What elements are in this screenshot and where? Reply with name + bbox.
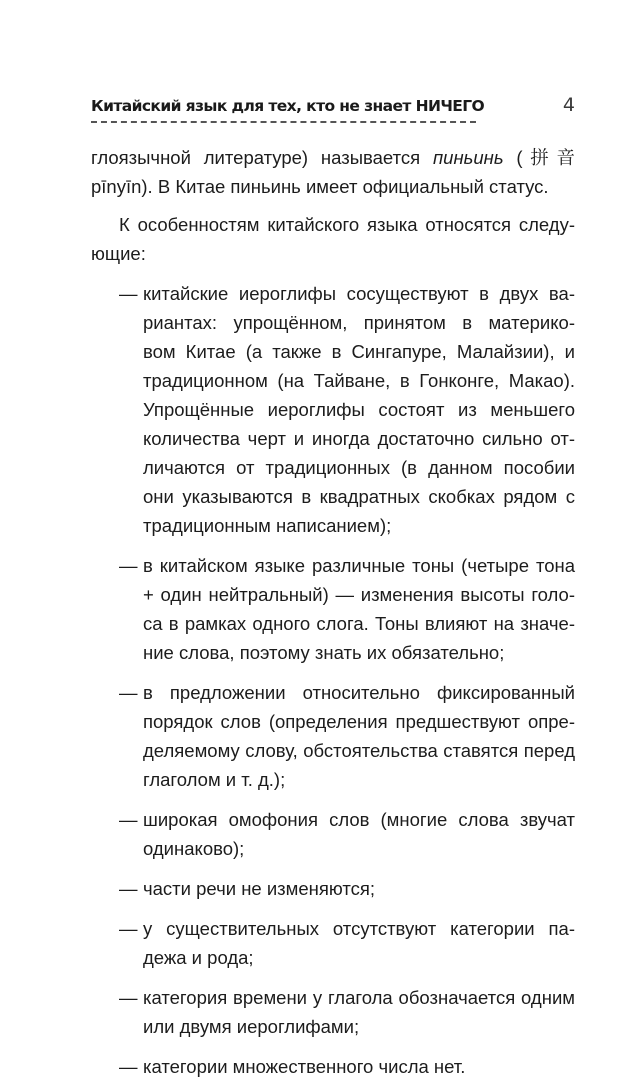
list-line: они указываются в квадратных скобках рядом с: [143, 486, 575, 507]
text-run: части речи не изменяются;: [143, 878, 376, 899]
body-text: [91, 143, 575, 1081]
text-run: у существительных отсутствуют категории па-: [143, 918, 575, 939]
list-item: [91, 983, 575, 1041]
spacer: [91, 540, 575, 551]
list-item: [91, 914, 575, 972]
list-line: [91, 805, 575, 834]
list-line: риантах: упрощённом, принятом в материко-: [143, 312, 575, 333]
text-run: категории множественного числа нет.: [143, 1056, 466, 1077]
intro-line: pīnyīn). В Китае пиньинь имеет официальный статус.: [91, 176, 549, 197]
text-run: категория времени у глагола обозначается одним: [143, 987, 575, 1008]
text-run: китайские иероглифы сосуществуют в двух ва-: [143, 283, 575, 304]
term-pinyin: пиньинь: [432, 147, 504, 168]
list-line: или двумя иероглифами;: [143, 1016, 360, 1037]
header-dashed-rule: [91, 121, 476, 123]
list-item: [91, 279, 575, 540]
lead-line: ющие:: [91, 243, 146, 264]
list-dash: —: [119, 555, 138, 576]
text-run: в китайском языке различные тоны (четыре тона: [143, 555, 575, 576]
list-line: [91, 914, 575, 943]
list-dash: —: [119, 878, 138, 899]
page-number: 4: [562, 94, 575, 116]
list-dash: —: [119, 918, 138, 939]
list-dash: —: [119, 809, 138, 830]
list-line: Упрощённые иероглифы состоят из меньшего: [143, 399, 575, 420]
text-run: (拼音: [503, 147, 575, 168]
list-line: личаются от традиционных (в данном пособии: [143, 457, 575, 478]
list-line: [91, 983, 575, 1012]
list-item: [91, 1052, 575, 1081]
list-line: традиционном (на Тайване, в Гонконге, Макао).: [143, 370, 575, 391]
list-dash: —: [119, 987, 138, 1008]
list-line: порядок слов (определения предшествуют опре-: [143, 711, 575, 732]
list-item: [91, 805, 575, 863]
list-item: [91, 678, 575, 794]
spacer: [91, 972, 575, 983]
lead-line: К особенностям китайского языка относятся следу-: [119, 214, 575, 235]
list-item: [91, 874, 575, 903]
list-line: [91, 551, 575, 580]
running-title: Китайский язык для тех, кто не знает НИЧЕГО: [91, 97, 485, 115]
list-line: традиционным написанием);: [143, 515, 392, 536]
text-run: в предложении относительно фиксированный: [143, 682, 575, 703]
list-item: [91, 551, 575, 667]
list-dash: —: [119, 682, 138, 703]
list-line: [91, 874, 575, 903]
spacer: [91, 794, 575, 805]
list-line: дежа и рода;: [143, 947, 254, 968]
spacer: [91, 201, 575, 210]
spacer: [91, 863, 575, 874]
list-line: деляемому слову, обстоятельства ставятся перед: [143, 740, 575, 761]
list-dash: —: [119, 1056, 138, 1077]
list-line: [91, 678, 575, 707]
list-line: одинаково);: [143, 838, 245, 859]
list-line: вом Китае (а также в Сингапуре, Малайзии), и: [143, 341, 575, 362]
running-header: [91, 94, 575, 121]
list-line: + один нейтральный) — изменения высоты голо-: [143, 584, 575, 605]
spacer: [91, 667, 575, 678]
spacer: [91, 1041, 575, 1052]
spacer: [91, 903, 575, 914]
list-line: ние слова, поэтому знать их обязательно;: [143, 642, 505, 663]
list-line: са в рамках одного слога. Тоны влияют на значе-: [143, 613, 575, 634]
text-run: широкая омофония слов (многие слова звучат: [143, 809, 575, 830]
text-run: глоязычной литературе) называется: [91, 147, 433, 168]
list-dash: —: [119, 283, 138, 304]
spacer: [91, 268, 575, 279]
list-line: глаголом и т. д.);: [143, 769, 286, 790]
list-line: [91, 1052, 575, 1081]
intro-line: [91, 143, 575, 172]
list-line: [91, 279, 575, 308]
list-line: количества черт и иногда достаточно сильно от-: [143, 428, 575, 449]
